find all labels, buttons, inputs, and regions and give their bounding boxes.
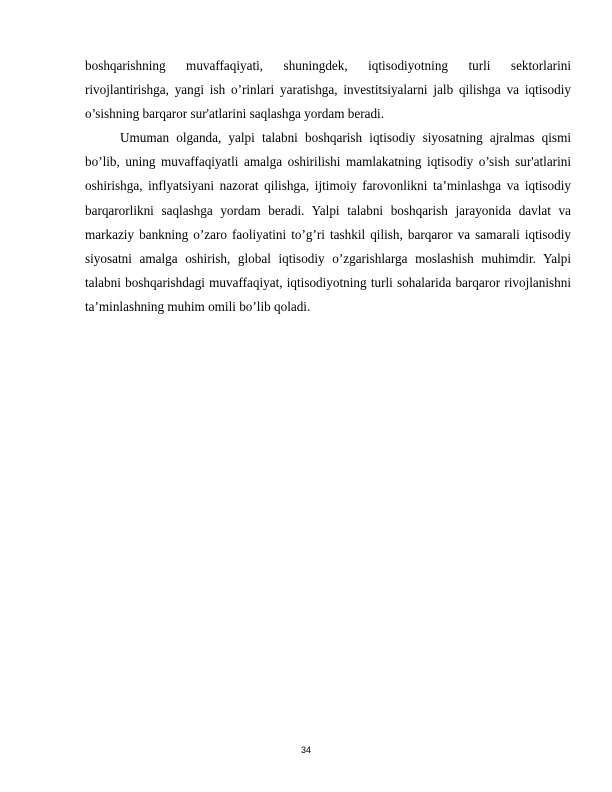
paragraph-conclusion: Umuman olganda, yalpi talabni boshqarish iqtisodiy siyosatning ajralmas qismi bo’lib, uning muvaffaqiyatli amalga oshirilishi mamlakatning iqtisodiy o’sish sur'atlarini oshirishga, inflyatsiyani nazorat qilishga, ijtimoiy farovonlikni ta’minlashga va iqtisodiy barqarorlikni saqlashga yordam beradi. Yalpi talabni boshqarish jarayonida davlat va markaziy bankning o’zaro faoliyatini to’g’ri tashkil qilish, barqaror va samarali iqtisodiy siyosatni amalga oshirish, global iqtisodiy o’zgarishlarga moslashish muhimdir. Yalpi talabni boshqarishdagi muvaffaqiyat, iqtisodiyotning turli sohalarida barqaror rivojlanishni ta’minlashning muhim omili bo’lib qoladi.: [85, 130, 571, 314]
page-number: 34: [300, 745, 311, 755]
body-text: [85, 54, 571, 319]
paragraph-continuation: boshqarishning muvaffaqiyati, shuningdek, iqtisodiyotning turli sektorlarini rivojlantirishga, yangi ish o’rinlari yaratishga, investitsiyalarni jalb qilishga va iqtisodiy o’sishning barqaror sur'atlarini saqlashga yordam beradi.: [85, 58, 571, 122]
